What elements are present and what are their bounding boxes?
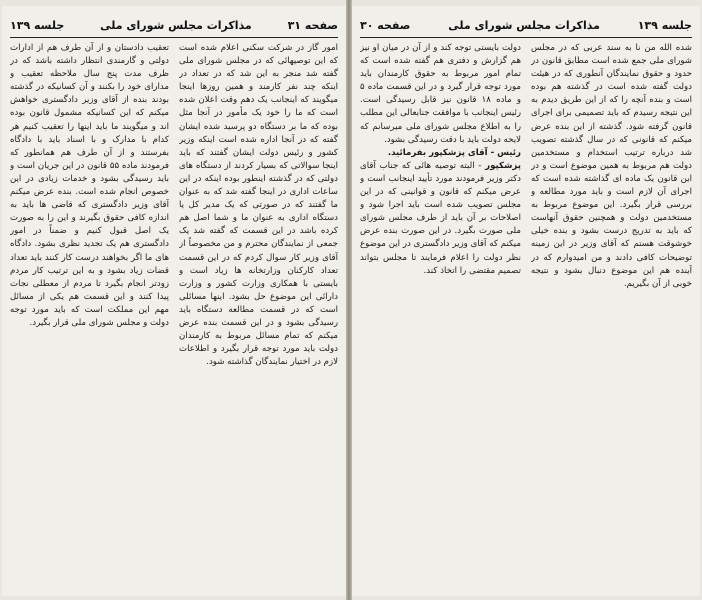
header-session: جلسه ۱۳۹ xyxy=(637,18,692,32)
header-title: مذاکرات مجلس شورای ملی xyxy=(100,18,252,32)
column-left xyxy=(360,42,521,592)
header-page-number: صفحه ۳۱ xyxy=(287,18,338,32)
speaker-name: پزشکپور xyxy=(485,160,521,171)
header-rule xyxy=(10,37,338,38)
text-columns xyxy=(10,42,338,592)
page-header xyxy=(10,16,338,34)
page-30 xyxy=(352,6,700,596)
column-right xyxy=(531,42,692,592)
column-left xyxy=(10,42,169,592)
header-title: مذاکرات مجلس شورای ملی xyxy=(448,18,600,32)
header-page-number: صفحه ۳۰ xyxy=(360,18,411,32)
paragraph: دولت بایستی توجه کند و از آن در میان او نیز هم گزارش و دفتری هم گفته شده است که تمام امور مربوط به حقوق کارمندان باید مورد توجه قرار گیرد و در این قسمت ماده ۵ و ماده ۱۸ قانون نیز قابل رسیدگی است. رئیس اینجانب با موافقت جنابعالی این مطلب را به اطلاع مجلس شورای ملی میرسانم که لایحه دولت باید با دقت رسیدگی بشود. xyxy=(360,43,521,145)
paragraph: تعقیب دادستان و از آن طرف هم از ادارات دولتی و گارمندی انتظار داشته باشد که در ظرف مدت پنج سال ملاحظه تعقیب و مدارای خود را بکنند و آن کسانیکه در گذشته بودند بنده از آقای وزیر دادگستری خواهش میکنم که این کسانیکه مشمول قانون بوده اند و میگویند ما باید اینها را تعقیب کنیم هر کدام با مدارک و با اسناد باید با دادگاه بفرستند و از آن طرف هم همانطور که فرمودند ماده ۵۵ قانون در این جریان است و باید رسیدگی بشود و خدمات زیادی در این خصوص انجام شده است. بنده عرض میکنم آقای وزیر دادگستری که قاضی ها باید به اندازه کافی حقوق بگیرند و این را به صورت یک اصل قبول کنیم و ضمناً در امور دادگستری هم یک تجدید نظری بشود. دادگاه های ما اگر بخواهند درست کار کنند باید تعداد قضات زیاد بشود و به این ترتیب کار مردم زودتر انجام بگیرد تا مردم از معطلی نجات پیدا کنند و این قسمت هم یکی از مسائل مهم این مملکت است که باید مورد توجه دولت و مجلس شورای ملی قرار بگیرد. xyxy=(10,43,169,328)
speech-paragraph xyxy=(360,160,521,278)
page-31 xyxy=(2,6,346,596)
paragraph: شده الله من نا به سند عربی که در مجلس شورای ملی جمع شده است مطابق قانون در حدود و حقوق نمایندگان آنطوری که در هیئت دولت گفته شده است در گذشته هم بوده است و بنده آنچه را که از این طریق دیدم به این نتیجه رسیدم که باید تصمیمی برای اجرای قانون گرفته شود. گذشته از این بنده عرض میکنم که قانونی که در سال گذشته تصویب شد درباره ترتیب استخدام و مستخدمین دولت هم مربوط به همین موضوع است و در این قانون یک ماده ای گذاشته شده است که اجرای آن لازم است و باید مورد مطالعه و بررسی قرار بگیرد. این موضوع مربوط به مستخدمین دولت و همچنین حقوق آنهاست که باید به تدریج درست بشود و بنده خیلی خوشوقت هستم که آقای وزیر در این زمینه توضیحات کافی دادند و من امیدوارم که در آینده هم این موضوع دنبال بشود و نتیجه خوبی از آن بگیریم. xyxy=(531,43,692,289)
column-right xyxy=(179,42,338,592)
header-session: جلسه ۱۳۹ xyxy=(10,18,65,32)
paragraph: امور گاز در شرکت سکنی اعلام شده است که این توصیهائی که در مجلس شورای ملی گفته شد منجر به این شد که در تعداد در اینکه چند نفر کارمند و همین روزها اینجا میگویند که اینجانب یک دهم وقت اعلان شده است که ما را خود یک مأمور در آنجا مثل بوده که ما بر دستگاه دو پرسید شده ایشان گفته که در آنجا اداره شده است اینکه وزیر کشور و رئیس دولت ایشان گفتند که باید اینجا سوالاتی که بسیار کردند از دستگاه های دولتی که در گذشته اینطور بوده اینکه در این ساعات اداری در اینجا گفته شد که به عنوان ما گفتند که در صورتی که یک مدیر کل یا دستگاه اداری به عنوان ما و شما اصل هم کرده باشد در این قسمت که گفته شد یک جمعی از نمایندگان محترم و من مخصوصاً از آقای وزیر کار سوال کردم که در این قسمت تعداد کارکنان وزارتخانه ها زیاد است و بایستی با همکاری وزارت کشور و وزارت دارائی این موضوع حل بشود. اینها مسائلی است که در قسمت مطالعه دستگاه باید رسیدگی بشود و در این قسمت بنده عرض میکنم که تمام مسائل مربوط به کارمندان دولت باید مورد توجه قرار بگیرد و اطلاعات لازم در اختیار نمایندگان گذاشته شود. xyxy=(179,43,338,368)
page-header xyxy=(360,16,692,34)
header-rule xyxy=(360,37,692,38)
speaker-line: رئیس - آقای پزشکپور بفرمائید. xyxy=(387,147,521,158)
text-columns xyxy=(360,42,692,592)
speech-text: - البته توصیه هائی که جناب آقای دکتر وزیر فرمودند مورد تأیید اینجانب است و عرض میکنم که قانون و قوانینی که در این مجلس تصویب شده است باید اجرا شود و اصلاحات بر آن باید از طرف مجلس شورای ملی صورت بگیرد. در این صورت بنده عرض میکنم که آقای وزیر دادگستری در این موضوع نظر دولت را اعلام فرمایند تا مجلس بتواند تصمیم مقتضی را اتخاذ کند. xyxy=(360,160,521,276)
